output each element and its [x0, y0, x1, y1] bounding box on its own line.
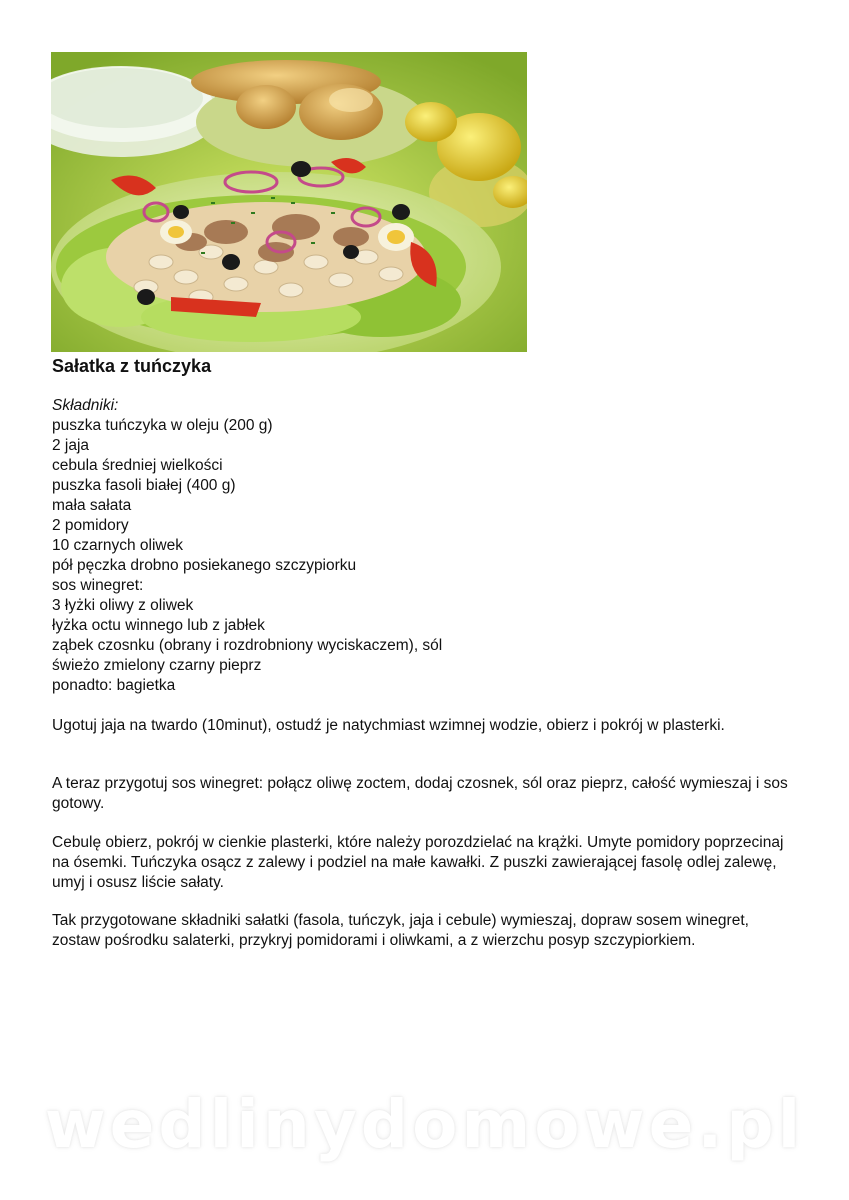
ingredient-item: świeżo zmielony czarny pieprz: [52, 657, 262, 674]
ingredient-item: mała sałata: [52, 497, 132, 514]
step-paragraph: Cebulę obierz, pokrój w cienkie plasterki, które należy porozdzielać na krążki. Umyte pomidory poprzecinaj na ósemki. Tuńczyka osącz z zalewy i podziel na małe kawałki. Z puszki zawierającej fasolę odlej zalewę, umyj i osusz liście sałaty.: [52, 834, 784, 891]
ingredient-item: 2 jaja: [52, 437, 90, 454]
ingredients-list: [52, 396, 442, 696]
step-paragraph: A teraz przygotuj sos winegret: połącz oliwę zoctem, dodaj czosnek, sól oraz pieprz, całość wymieszaj i sos gotowy.: [52, 775, 788, 812]
ingredient-item: 2 pomidory: [52, 517, 129, 534]
ingredient-item: ponadto: bagietka: [52, 677, 176, 694]
ingredient-item: łyżka octu winnego lub z jabłek: [52, 617, 265, 634]
salad-photo: [51, 52, 527, 352]
ingredient-item: puszka fasoli białej (400 g): [52, 477, 236, 494]
ingredient-item: 10 czarnych oliwek: [52, 537, 183, 554]
ingredient-item: cebula średniej wielkości: [52, 457, 223, 474]
ingredient-item: pół pęczka drobno posiekanego szczypiorku: [52, 557, 357, 574]
ingredient-item: ząbek czosnku (obrany i rozdrobniony wyciskaczem), sól: [52, 637, 443, 654]
step-paragraph: Ugotuj jaja na twardo (10minut), ostudź je natychmiast wzimnej wodzie, obierz i pokrój w plasterki.: [52, 717, 725, 734]
ingredient-item: 3 łyżki oliwy z oliwek: [52, 597, 194, 614]
step-paragraph: Tak przygotowane składniki sałatki (fasola, tuńczyk, jaja i cebule) wymieszaj, dopraw sosem winegret, zostaw pośrodku salaterki, przykryj pomidorami i oliwkami, a z wierzchu posyp szczypiorkiem.: [52, 912, 749, 949]
salad-illustration: [51, 52, 527, 352]
ingredient-item: puszka tuńczyka w oleju (200 g): [52, 417, 273, 434]
ingredient-item: sos winegret:: [52, 577, 144, 594]
recipe-title: Sałatka z tuńczyka: [52, 356, 212, 376]
watermark: wedlinydomowe.pl: [44, 1086, 805, 1163]
ingredients-label: Składniki:: [52, 397, 119, 414]
